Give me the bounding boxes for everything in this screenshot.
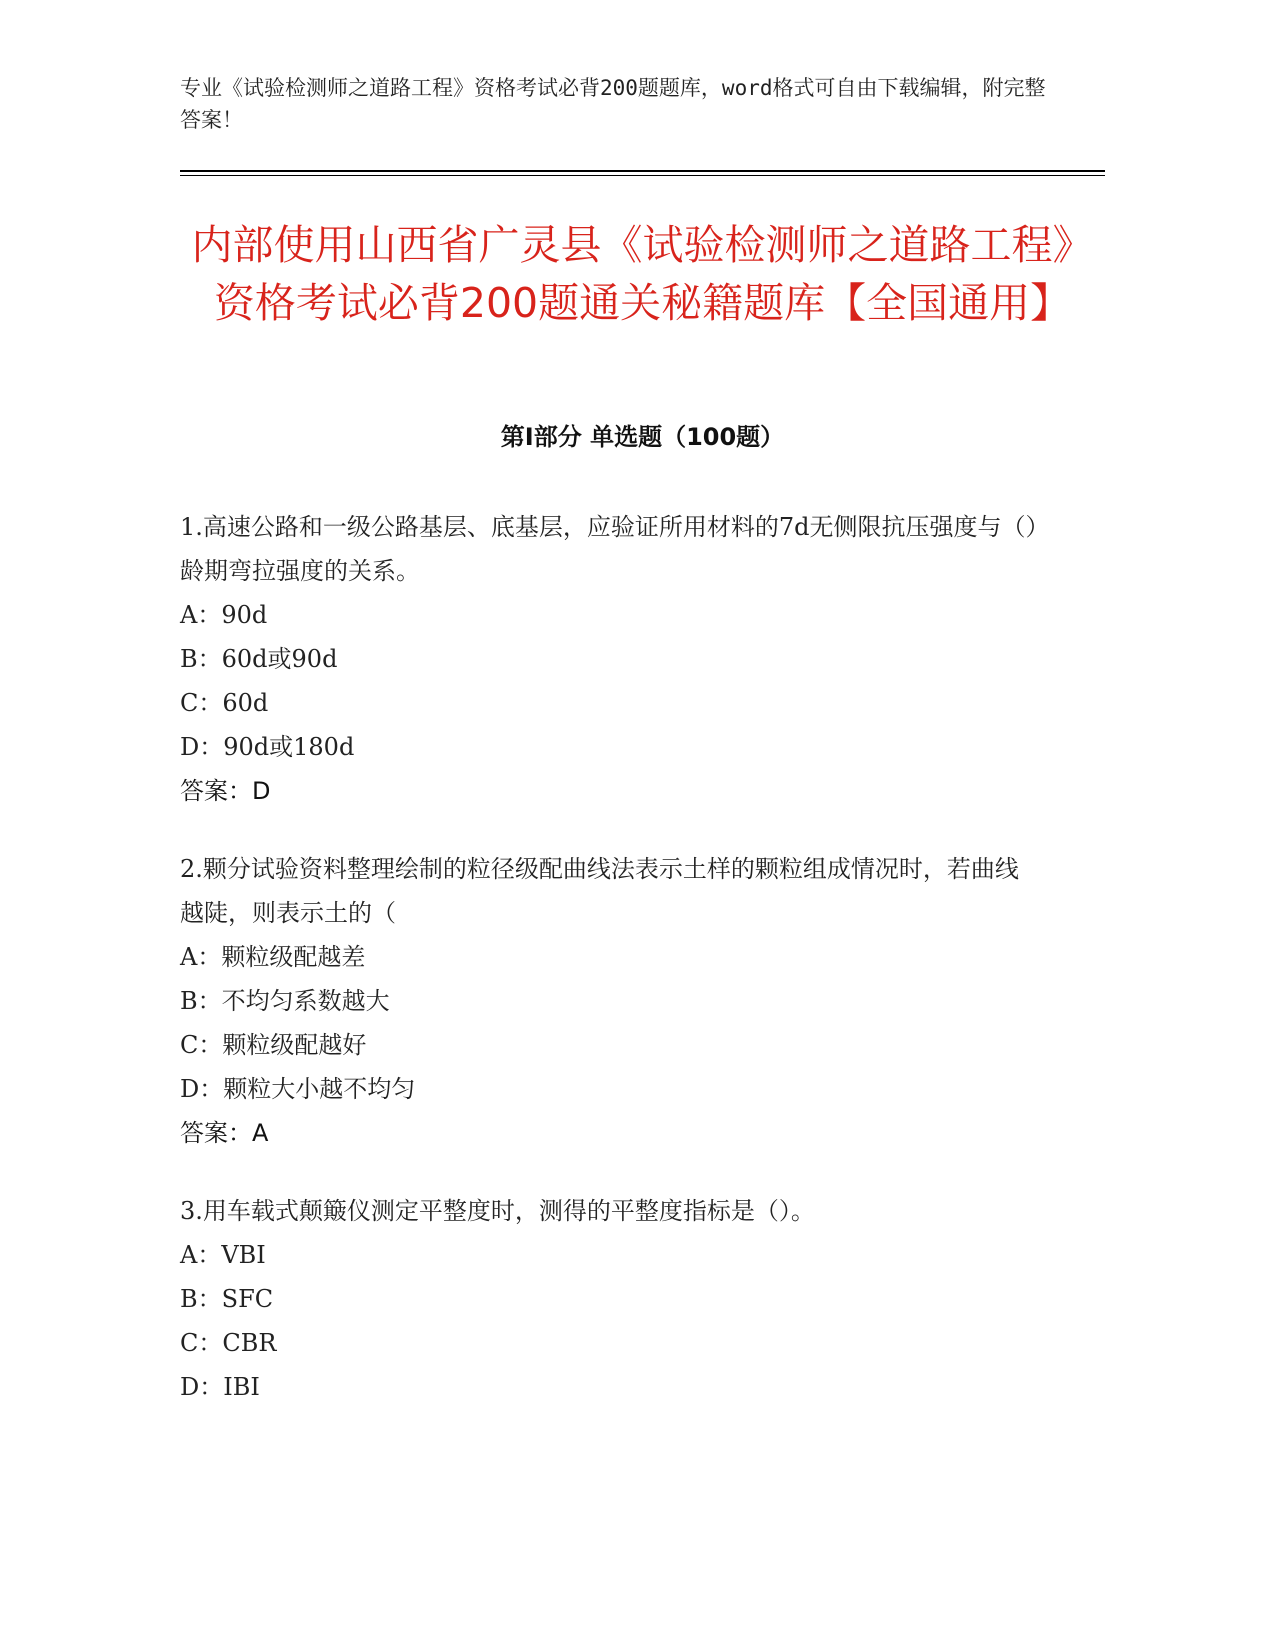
option-a: A：VBI [180,1241,266,1269]
question-2 [180,847,1040,1155]
header-divider-thick [180,170,1105,172]
answer: 答案：A [180,1119,269,1147]
question-list [180,505,1040,1443]
option-c: C：CBR [180,1329,277,1357]
option-d: D：IBI [180,1373,260,1401]
question-stem: 3.用车载式颠簸仪测定平整度时，测得的平整度指标是（）。 [180,1197,815,1225]
option-d: D：90d或180d [180,733,355,761]
option-a: A：90d [180,601,268,629]
option-c: C：60d [180,689,269,717]
question-stem: 1.高速公路和一级公路基层、底基层，应验证所用材料的7d无侧限抗压强度与（）龄期弯拉强度的关系。 [180,513,1038,585]
option-b: B：SFC [180,1285,274,1313]
document-title: 内部使用山西省广灵县《试验检测师之道路工程》资格考试必背200题通关秘籍题库【全国通用】 [191,221,1094,327]
option-a: A：颗粒级配越差 [180,943,366,971]
header-note: 专业《试验检测师之道路工程》资格考试必背200题题库，word格式可自由下载编辑，附完整答案！ [180,76,1046,132]
option-b: B：60d或90d [180,645,338,673]
option-c: C：颗粒级配越好 [180,1031,367,1059]
question-stem: 2.颗分试验资料整理绘制的粒径级配曲线法表示土样的颗粒组成情况时，若曲线越陡，则表示土的（ [180,855,1019,927]
question-3 [180,1189,1040,1409]
header-divider-thin [180,175,1105,176]
answer: 答案：D [180,777,271,805]
question-1 [180,505,1040,813]
section-title: 第Ⅰ部分 单选题（100题） [500,423,785,451]
option-d: D：颗粒大小越不均匀 [180,1075,416,1103]
option-b: B：不均匀系数越大 [180,987,390,1015]
